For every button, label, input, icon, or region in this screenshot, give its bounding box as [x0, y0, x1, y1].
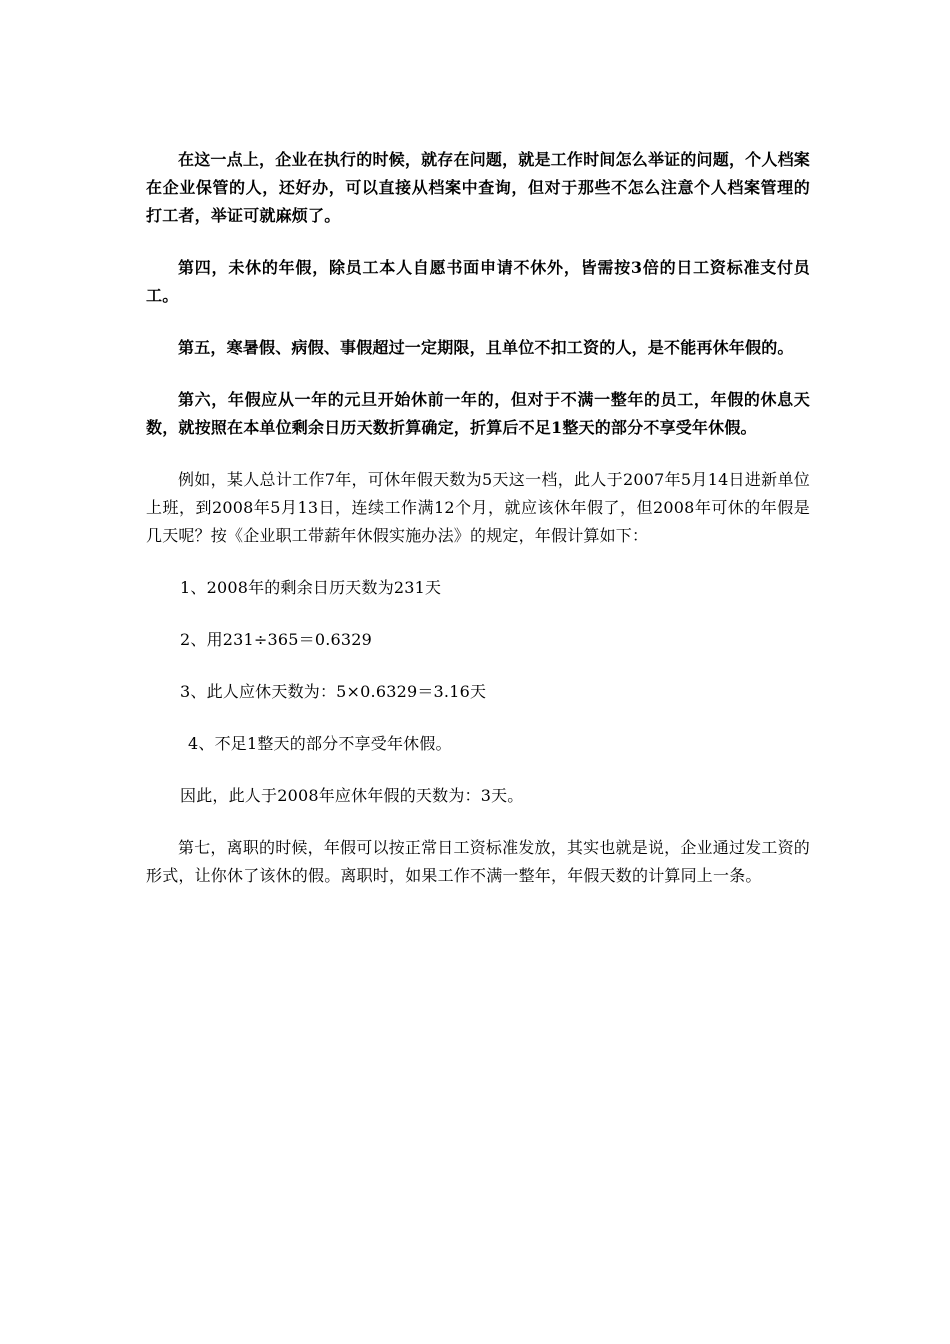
calc-step-4: 4、不足1整天的部分不享受年休假。 — [188, 734, 452, 753]
paragraph-rule-seven: 第七，离职的时候，年假可以按正常日工资标准发放，其实也就是说，企业通过发工资的形式，让你休了该休的假。离职时，如果工作不满一整年，年假天数的计算同上一条。 — [146, 838, 810, 885]
calc-step-3: 3、此人应休天数为：5×0.6329＝3.16天 — [180, 682, 487, 701]
paragraph-conclusion: 因此，此人于2008年应休年假的天数为：3天。 — [180, 786, 524, 805]
paragraph-rule-four: 第四，未休的年假，除员工本人自愿书面申请不休外，皆需按3倍的日工资标准支付员工。 — [146, 258, 810, 305]
paragraph-rule-six: 第六，年假应从一年的元旦开始休前一年的，但对于不满一整年的员工，年假的休息天数，就按照在本单位剩余日历天数折算确定，折算后不足1整天的部分不享受年休假。 — [146, 390, 810, 437]
paragraph-rule-five: 第五，寒暑假、病假、事假超过一定期限，且单位不扣工资的人，是不能再休年假的。 — [178, 338, 794, 357]
calc-step-1: 1、2008年的剩余日历天数为231天 — [180, 578, 442, 597]
paragraph-example: 例如，某人总计工作7年，可休年假天数为5天这一档，此人于2007年5月14日进新单位上班，到2008年5月13日，连续工作满12个月，就应该休年假了，但2008年可休的年假是几天呢？按《企业职工带薪年休假实施办法》的规定，年假计算如下： — [146, 470, 810, 545]
document-body — [146, 146, 810, 890]
calc-step-2: 2、用231÷365＝0.6329 — [180, 630, 373, 649]
paragraph-evidence: 在这一点上，企业在执行的时候，就存在问题，就是工作时间怎么举证的问题，个人档案在企业保管的人，还好办，可以直接从档案中查询，但对于那些不怎么注意个人档案管理的打工者，举证可就麻烦了。 — [146, 150, 810, 225]
